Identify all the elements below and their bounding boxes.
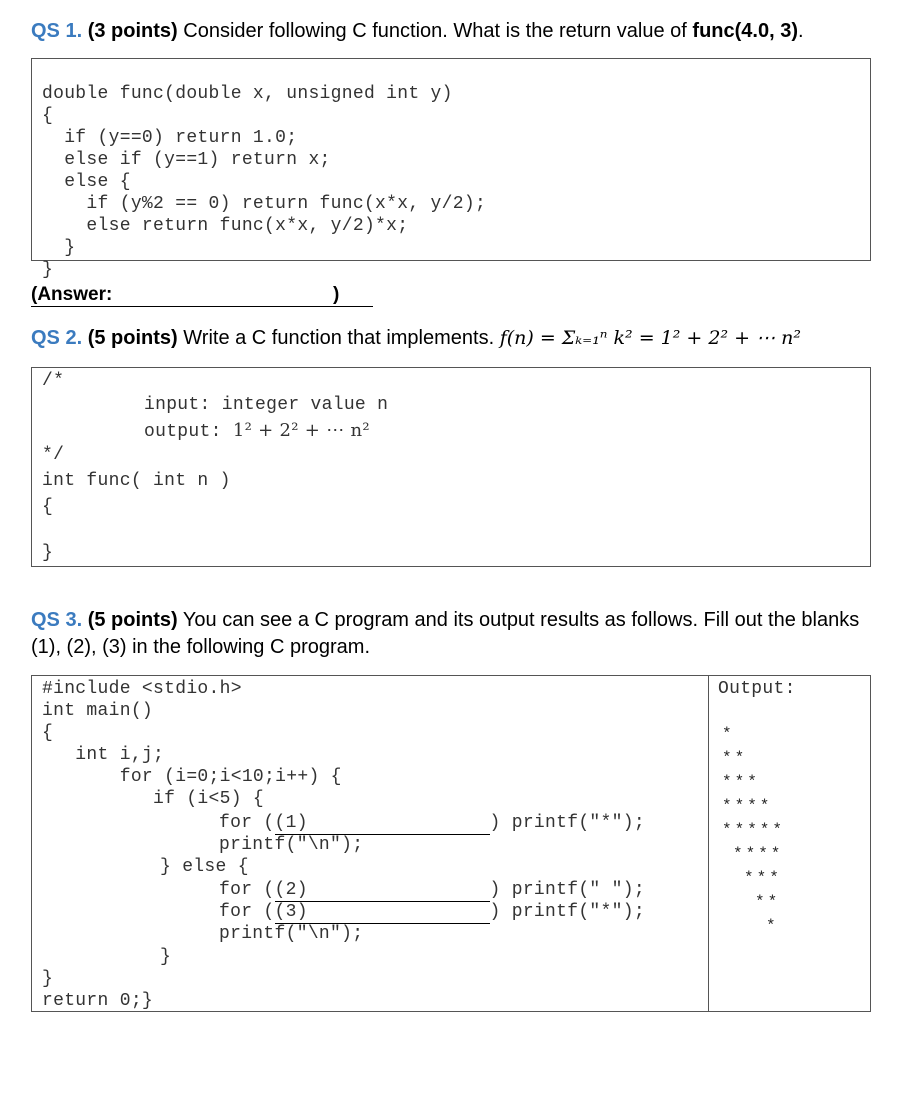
code-close-for: } [42, 969, 54, 989]
output-line: **** [722, 797, 773, 815]
comment-open: /* [42, 371, 65, 391]
code-line: } [42, 260, 54, 280]
question-1-prompt [31, 18, 871, 45]
code-close-else: } [160, 947, 172, 967]
code-return: return 0;} [42, 991, 154, 1011]
question-3-prompt [31, 607, 871, 661]
code-else: } else { [160, 857, 249, 877]
question-2-points: (5 points) [87, 327, 178, 349]
code-brace: { [42, 723, 54, 743]
question-2-formula: f(n) = Σₖ₌₁ⁿ k² = 1² + 2² + ⋯ n² [499, 327, 801, 349]
for-tail: ) printf("*"); [489, 902, 645, 922]
code-main: int main() [42, 701, 154, 721]
for-keyword: for ( [219, 902, 275, 922]
output-line: *** [744, 869, 782, 887]
brace-close: } [42, 543, 54, 563]
for-tail: ) printf("*"); [489, 813, 645, 833]
question-1-period: . [797, 20, 804, 42]
output-line: * [722, 725, 735, 743]
blank-2-label: (2) [274, 880, 308, 900]
code-if: if (i<5) { [42, 789, 265, 809]
function-signature: int func( int n ) [42, 471, 231, 491]
code-line: else return func(x*x, y/2)*x; [42, 216, 409, 236]
question-1-number: QS 1. [31, 20, 83, 42]
question-2-text: Write a C function that implements. [183, 327, 495, 349]
output-formula: 1² + 2² + ⋯ n² [232, 420, 370, 441]
question-2-code-box[interactable] [31, 367, 871, 567]
code-line: else if (y==1) return x; [42, 150, 331, 170]
question-3-table [31, 675, 871, 1012]
blank-3-label: (3) [274, 902, 308, 922]
input-line: input: integer value n [144, 395, 389, 415]
for-tail: ) printf(" "); [489, 880, 645, 900]
blank-1-label: (1) [274, 813, 308, 833]
code-line: double func(double x, unsigned int y) [42, 84, 453, 104]
question-1-text: Consider following C function. What is the return value of [183, 20, 693, 42]
code-include: #include <stdio.h> [42, 679, 242, 699]
output-line: ***** [722, 821, 786, 839]
code-line: } [42, 238, 76, 258]
output-label: output: [144, 422, 222, 442]
code-for-blank-3 [219, 901, 645, 924]
output-line: * [766, 917, 779, 935]
question-1-answer-blank[interactable] [31, 284, 373, 307]
answer-close: ) [333, 284, 340, 305]
question-3-number: QS 3. [31, 609, 83, 631]
output-line: *** [722, 773, 760, 791]
answer-label: (Answer: [31, 284, 113, 305]
code-line: else { [42, 172, 131, 192]
code-decl: int i,j; [42, 745, 165, 765]
question-2-number: QS 2. [31, 327, 83, 349]
code-line: { [42, 106, 54, 126]
answer-close-line [333, 284, 373, 307]
code-for-blank-2 [219, 879, 645, 902]
blank-3[interactable] [275, 901, 490, 924]
code-printf-newline-2: printf("\n"); [219, 924, 364, 944]
code-line: if (y%2 == 0) return func(x*x, y/2); [42, 194, 487, 214]
code-printf-newline: printf("\n"); [219, 835, 364, 855]
for-keyword: for ( [219, 880, 275, 900]
question-3-points: (5 points) [87, 609, 178, 631]
table-divider [708, 676, 709, 1011]
output-line [144, 420, 370, 443]
blank-1[interactable] [275, 812, 490, 835]
for-keyword: for ( [219, 813, 275, 833]
output-line: ** [722, 749, 748, 767]
output-line: ** [755, 893, 781, 911]
question-2-prompt [31, 325, 871, 352]
question-3-text: You can see a C program and its output results as follows. Fill out the blanks (1), (2), (3) in the following C program. [31, 609, 860, 658]
brace-open: { [42, 497, 54, 517]
answer-line [31, 284, 333, 307]
blank-2[interactable] [275, 879, 490, 902]
question-1-call: func(4.0, 3) [692, 20, 798, 42]
comment-close: */ [42, 445, 65, 465]
output-line: **** [733, 845, 784, 863]
code-for: for (i=0;i<10;i++) { [42, 767, 342, 787]
code-for-blank-1 [219, 812, 645, 835]
output-label: Output: [718, 679, 796, 699]
question-1-code-box [31, 58, 871, 280]
code-line: if (y==0) return 1.0; [42, 128, 298, 148]
question-1-points: (3 points) [87, 20, 178, 42]
